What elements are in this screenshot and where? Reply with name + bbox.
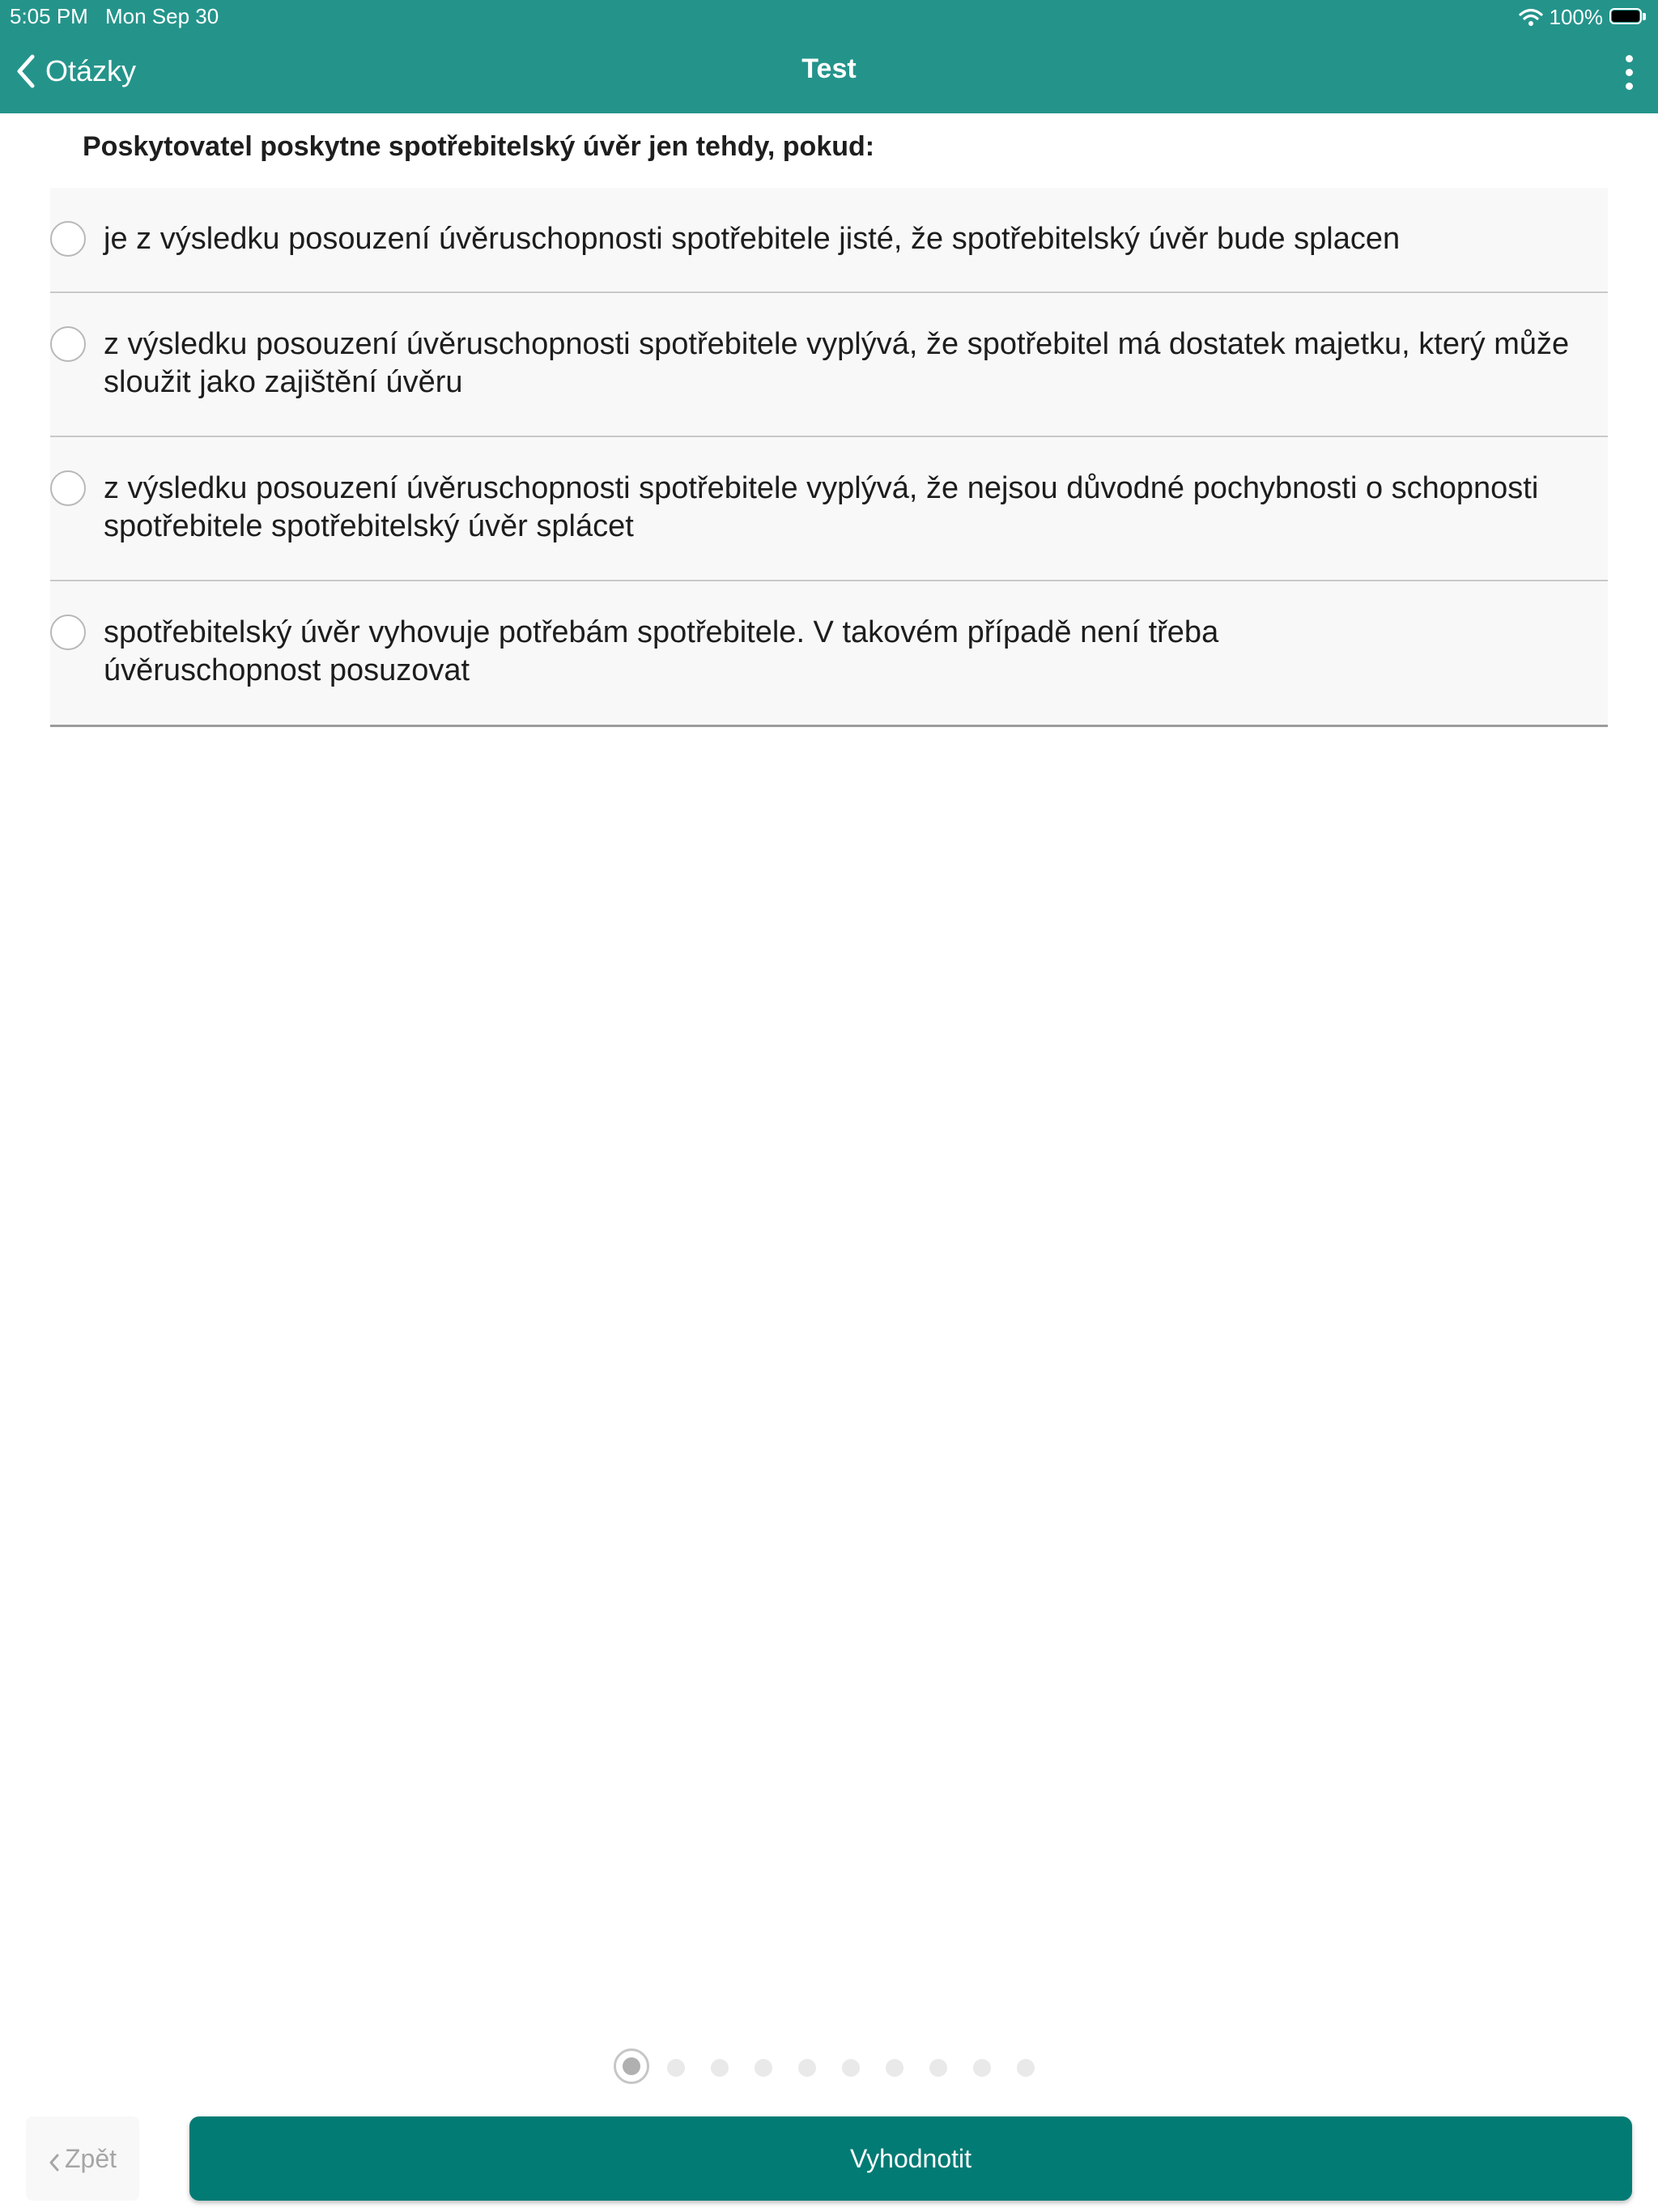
more-dot-icon [1626, 55, 1633, 62]
page-dot[interactable] [798, 2059, 816, 2077]
question-text: Poskytovatel poskytne spotřebitelský úvěr jen tehdy, pokud: [83, 131, 875, 162]
battery-percentage: 100% [1549, 4, 1603, 29]
radio-button[interactable] [50, 470, 86, 506]
answer-option-text: spotřebitelský úvěr vyhovuje potřebám spotřebitele. V takovém případě není třeba úvěruschopnost posuzovat [104, 615, 1219, 687]
answer-option[interactable] [50, 437, 1608, 581]
more-options-button[interactable] [1619, 52, 1639, 94]
answer-option[interactable] [50, 293, 1608, 437]
chevron-left-icon [49, 2149, 60, 2168]
page-dot[interactable] [886, 2059, 903, 2077]
battery-nub [1643, 13, 1646, 20]
page-dot[interactable] [929, 2059, 947, 2077]
evaluate-button[interactable] [189, 2116, 1632, 2201]
navigation-bar [0, 32, 1658, 113]
answer-option-text: z výsledku posouzení úvěruschopnosti spotřebitele vyplývá, že spotřebitel má dostatek majetku, který může sloužit jako zajištění úvěru [104, 327, 1570, 399]
answer-options [50, 188, 1608, 727]
answer-option[interactable] [50, 188, 1608, 293]
status-time: 5:05 PM [10, 4, 88, 28]
radio-button[interactable] [50, 615, 86, 650]
answer-option[interactable] [50, 581, 1608, 727]
more-dot-icon [1626, 83, 1633, 90]
previous-label: Zpět [64, 2143, 117, 2173]
page-dot[interactable] [711, 2059, 729, 2077]
page-dot[interactable] [973, 2059, 991, 2077]
battery-icon [1609, 8, 1647, 26]
top-bar [0, 0, 1658, 113]
page-title: Test [801, 53, 857, 84]
page-dot-current[interactable] [614, 2048, 649, 2084]
page-indicator [0, 2048, 1658, 2089]
wifi-icon [1519, 7, 1543, 27]
status-bar [0, 0, 1658, 32]
answer-option-text: z výsledku posouzení úvěruschopnosti spotřebitele vyplývá, že nejsou důvodné pochybnosti o schopnosti spotřebitele spotřebitelský úvěr splácet [104, 471, 1539, 543]
battery-fill [1612, 11, 1639, 22]
status-date: Mon Sep 30 [105, 4, 219, 28]
answer-option-text: je z výsledku posouzení úvěruschopnosti spotřebitele jisté, že spotřebitelský úvěr bude splacen [104, 222, 1401, 256]
more-dot-icon [1626, 69, 1633, 76]
back-label: Otázky [45, 54, 137, 87]
status-indicators [1519, 3, 1647, 31]
page-dot[interactable] [1017, 2059, 1035, 2077]
page-dot[interactable] [842, 2059, 860, 2077]
evaluate-label: Vyhodnotit [849, 2143, 972, 2173]
radio-button[interactable] [50, 221, 86, 257]
previous-button[interactable] [26, 2116, 139, 2201]
page-dot[interactable] [755, 2059, 772, 2077]
page-dot[interactable] [667, 2059, 685, 2077]
radio-button[interactable] [50, 326, 86, 362]
